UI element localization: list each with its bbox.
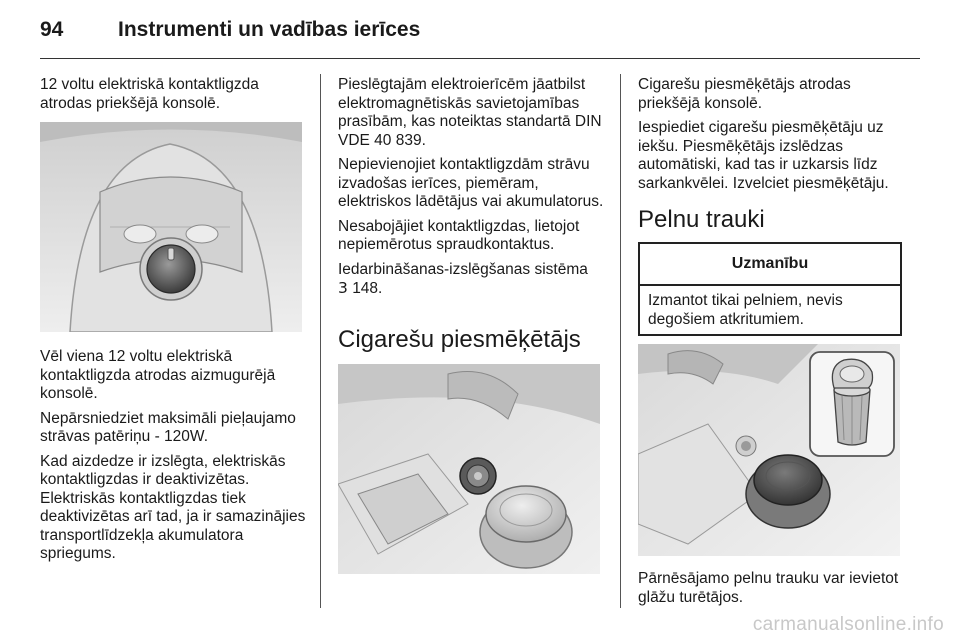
section-title-ashtrays: Pelnu trauki xyxy=(638,206,765,233)
column-3-lower xyxy=(638,570,902,613)
warning-heading: Uzmanību xyxy=(640,244,900,286)
warning-box xyxy=(638,242,902,336)
column-3 xyxy=(638,76,902,199)
paragraph-lighter-usage: Iespiediet cigarešu piesmēķētāju uz iekšu. Piesmēķētājs izslēdzas automātiski, kad tas ir uzkarsis līdz sarkankvēlei. Izvelciet piesmēķētāju. xyxy=(638,119,889,192)
paragraph-no-damage: Nesabojājiet kontaktligzdas, lietojot nepiemērotus spraudkontaktus. xyxy=(338,217,580,253)
page-number: 94 xyxy=(40,18,64,41)
page-title: Instrumenti un vadības ierīces xyxy=(118,18,421,41)
column-1 xyxy=(40,76,308,119)
paragraph-portable-ashtray: Pārnēsājamo pelnu trauku var ievietot glāžu turētājos. xyxy=(638,570,899,606)
column-1-lower xyxy=(40,348,308,570)
header-divider xyxy=(40,58,920,59)
stop-start-text: Iedarbināšanas-izslēgšanas sistēma xyxy=(338,260,588,278)
paragraph-max-current: Nepārsniedziet maksimāli pieļaujamo strāvas patēriņu - 120W. xyxy=(40,409,296,445)
column-divider-2 xyxy=(620,74,621,608)
paragraph-rear-socket: Vēl viena 12 voltu elektriskā kontaktligzda atrodas aizmugurējā konsolē. xyxy=(40,348,276,402)
paragraph-emc-standard: Pieslēgtajām elektroierīcēm jāatbilst elektromagnētiskās savietojamības prasībām, kas noteiktas standartā DIN VDE 40 839. xyxy=(338,76,602,149)
paragraph-lighter-location: Cigarešu piesmēķētājs atrodas priekšējā konsolē. xyxy=(638,76,851,112)
paragraph-no-chargers: Nepievienojiet kontaktligzdām strāvu izvadošas ierīces, piemēram, elektriskos lādētājus vai akumulatorus. xyxy=(338,156,604,210)
paragraph-socket-location: 12 voltu elektriskā kontaktligzda atrodas priekšējā konsolē. xyxy=(40,76,259,112)
watermark: carmanualsonline.info xyxy=(752,614,944,635)
ashtray-illustration xyxy=(638,344,900,556)
column-2 xyxy=(338,76,604,305)
warning-text: Izmantot tikai pelniem, nevis degošiem atkritumiem. xyxy=(648,292,843,328)
paragraph-ignition-off: Kad aizdedze ir izslēgta, elektriskās kontaktligzdas ir deaktivizētas. Elektriskās kontaktligzdas tiek deaktivizētas arī tad, ja ir samazinājies transportlīdzekļa akumulatora spriegums. xyxy=(40,452,306,562)
page-reference-number: 148. xyxy=(352,280,383,297)
cigarette-lighter-illustration xyxy=(338,364,600,574)
section-title-cigarette-lighter: Cigarešu piesmēķētājs xyxy=(338,326,581,353)
power-socket-illustration xyxy=(40,122,302,332)
column-divider-1 xyxy=(320,74,321,608)
page-reference-arrow: 3 xyxy=(338,279,348,297)
page-header xyxy=(40,14,920,50)
paragraph-stop-start xyxy=(338,261,604,299)
